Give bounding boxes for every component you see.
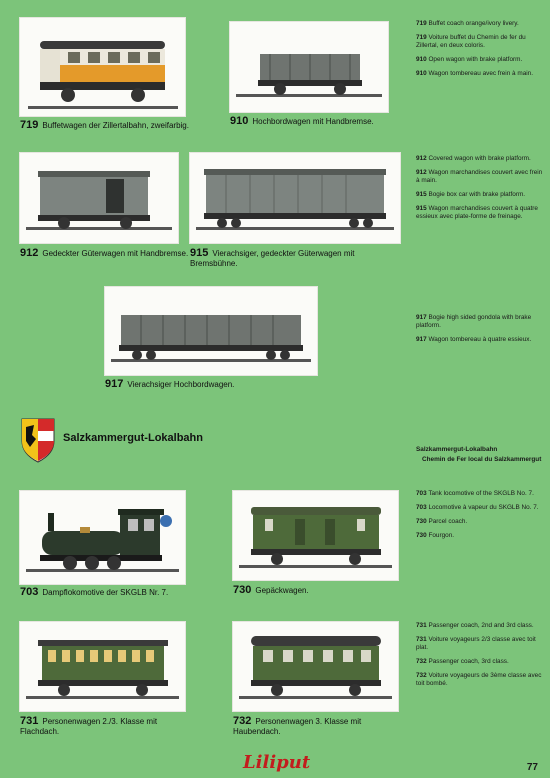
photo-915 [190, 153, 400, 243]
caption-915: 915 Vierachsiger, gedeckter Güterwagen mit Bremsbühne. [190, 247, 355, 268]
photo-912 [20, 153, 178, 243]
section-side-heading: Salzkammergut-Lokalbahn Chemin de Fer local du Salzkammergut [416, 446, 542, 463]
passenger-coach-3-illustration [233, 622, 398, 711]
section-title: Salzkammergut-Lokalbahn [63, 432, 203, 444]
caption-730: 730 Gepäckwagen. [233, 584, 309, 596]
side-notes-2: 912 Covered wagon with brake platform. 912 Wagon marchandises couvert avec frein à main. 915 Bogie box car with brake platform. 915 Wagon marchandises couvert à quatre essieux avec plate-forme de freinage. [416, 155, 543, 220]
side-notes-4: 703 Tank locomotive of the SKGLB No. 7. 703 Locomotive à vapeur du SKGLB No. 7. 730 Parcel coach. 730 Fourgon. [416, 490, 539, 539]
page-number: 77 [526, 762, 538, 773]
caption-732: 732 Personenwagen 3. Klasse mit Haubendach. [233, 715, 362, 736]
coat-of-arms-crest [20, 417, 56, 463]
photo-917 [105, 287, 317, 375]
caption-731: 731 Personenwagen 2./3. Klasse mit Flachdach. [20, 715, 158, 736]
buffet-coach-illustration [20, 18, 185, 116]
photo-730 [233, 491, 398, 580]
bogie-box-car-illustration [190, 153, 400, 243]
caption-910: 910 Hochbordwagen mit Handbremse. [230, 115, 374, 127]
brand-logo: Liliput [243, 752, 311, 773]
side-notes-5: 731 Passenger coach, 2nd and 3rd class. 731 Voiture voyageurs 2/3 classe avec toit plat. 732 Passenger coach, 3rd class. 732 Voiture voyageurs de 3ème classe avec toit bombé. [416, 622, 542, 687]
photo-910 [230, 22, 388, 112]
photo-732 [233, 622, 398, 711]
parcel-coach-illustration [233, 491, 398, 580]
photo-719 [20, 18, 185, 116]
caption-917: 917 Vierachsiger Hochbordwagen. [105, 378, 235, 390]
open-wagon-illustration [230, 22, 388, 112]
caption-703: 703 Dampflokomotive der SKGLB Nr. 7. [20, 586, 169, 598]
caption-912: 912 Gedeckter Güterwagen mit Handbremse. [20, 247, 189, 259]
caption-719: 719 Buffetwagen der Zillertalbahn, zweifarbig. [20, 119, 189, 131]
bogie-gondola-illustration [105, 287, 317, 375]
photo-703 [20, 491, 185, 584]
covered-wagon-illustration [20, 153, 178, 243]
passenger-coach-2-3-illustration [20, 622, 185, 711]
tank-locomotive-illustration [20, 491, 185, 584]
photo-731 [20, 622, 185, 711]
side-notes-3: 917 Bogie high sided gondola with brake platform. 917 Wagon tombereau à quatre essieux. [416, 314, 532, 343]
side-notes-1: 719 Buffet coach orange/ivory livery. 719 Voiture buffet du Chemin de fer du Zillertal, en deux coloris. 910 Open wagon with brake platform. 910 Wagon tombereau avec frein à main. [416, 20, 534, 77]
